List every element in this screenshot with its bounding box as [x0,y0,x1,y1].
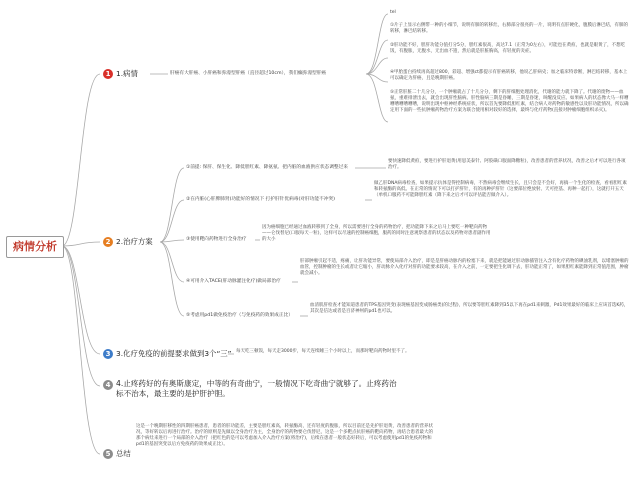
treatment-item-4: ④可用介入TACE(肝动脉灌注化疗)做局部治疗 [186,279,281,284]
branch-3-chemo-prerequisites [103,349,232,359]
treatment-item-4-detail: 肝部肿瘤引起不适，疼痛，让肝功能异常，要使局部介入治疗，即是是肝癌动脉内的栓塞下来，就是把能通过肝动脉插管注入含有化疗药物的碘油乳剂，以堵塞肿瘤的血管，控制肿瘤的生长或者让它缩小，肝动脉介入化疗对肝的功能要求较高，在介入之前，一定要把生化调下去，肝功能正常了，如果胆红素能降到正常值范围，肿瘤就会减小。 [300,259,629,277]
branch-3-detail: 每天吃三顿饭，每天走3000步，每天连续睡三个小时以上，而那时靶向药物时里不了。 [236,349,410,354]
branch-1-detail-tel: tel [390,10,396,15]
branch-4-label: 4.止疼药好的有奥斯康定，中等的有奇曲宁，一般情况下吃奇曲宁就够了。止疼药治标不治本，最主要的是护肝护胆。 [116,379,397,399]
branch-5-label: 总结 [116,449,131,458]
treatment-item-1: ①前提: 保肝、保生化、降低胆红素、降氨氨、把内脏的血液供应状态调整过来 [186,165,348,170]
branch-3-label: 3.化疗免疫的前提要求做到3个“三” [116,349,232,358]
branch-4-painkillers [103,379,403,400]
branch-4-badge: 4 [103,380,113,390]
branch-2-label: 2.治疗方案 [116,237,153,246]
branch-3-badge: 3 [103,349,113,359]
branch-2-badge: 2 [103,237,113,247]
branch-1-detail-2: ②肝功能不好，胆肝功能分值打分5分，胆红素很高，高达7.1（正常为0左右），可能也在黄疸，也就是眼黄了，不想吃饭，有腹胀，无腹水，无出血不遗，然后就是肝脏胸高，有轻度的炎症。 [390,43,626,55]
branch-1-detail-4: ④甲胎蛋白持续再高超过800，彩超、增强ct都提示有肝癌转移，他说乙肝病史；加之临床特诊断，淋巴结转移，基本上可以确定为肝癌，且是晚期肝癌。 [390,70,628,82]
branch-2-treatment-plan [103,237,153,247]
treatment-item-2-detail: 做乙肝DNA病毒检查，如果提示抗体是得控制病毒，不然病毒会继续生长，且只会是不会好，再搞一个生化的检查，看看胆红素和转氨酶的高低。在正常的情况下可以打护肝针，有的再种护肝针（这要部位绝放射、天可控基、再种一起打），这就打开五天（单机口服药不可能降胆红素（降下来之后才可以评估能否做介入）。 [374,181,627,199]
branch-1-illness [103,69,138,79]
branch-5-badge: 5 [103,449,113,459]
branch-1-summary: 肝癌有大肝癌、小肝癌和弥漫型肝癌（直径超过10cm），我们癫弥漫型肝癌 [170,71,327,76]
treatment-item-2: ②在内脏(心肝脾肺肾)功能好的情况下 打护肝针优病毒(对肝功能不冲突) [186,197,335,202]
treatment-item-3-detail: 因为癌细胞已经通过血液转移到了全身，所以需要进行全身的药物治疗，把功能降下来之后马上要吃一种靶向药物——仑伐替尼(口服每天一粒)，这样可以尽速的控制癌细胞，服药的同时注意观察患者的状态以及药物对患者副作用的大小 [262,225,491,243]
branch-5-detail: 这是一个晚期肝移性的四期肝癌患者，患者的肝功能差，主要是胆红素高，转氨酶高，还有轻度的腹胀，所以目前还是先护肝退黄，改善患者的营养状况，等好转以后再进行治疗。治疗的原则是先做以全身治疗为主，全身治疗的药物要仑伐替尼，这是一个多靶点抗肝癌的靶向药物，再结合患者最大的那个病灶来进行一个局部的介入治疗（把红色的是可以考虑加入介入治疗方案(将治疗)，后续在患者一般状态好转后，可以考虑使用pd1的免疫药物和pd1的基因突变以后方免疫药的效果成正比）。 [136,424,433,448]
branch-1-label: 1.病情 [116,69,138,78]
treatment-item-5-detail: 血清肌肝检查才能知道患者的TPS基因突变(表现癌基因变成肠癌类)的过程)，所以要等胆红素降到35以下再在pd1来刺激，Pd1效果最好的临床上应该首选K药，其次是信达或者是百济神州的pd1也可以。 [310,303,629,315]
treatment-item-1-detail: 要快速降低黄疸，要进行护肝退黄(用思美泰针、阿胶磺口服面降糖粒)，改善患者的营养状况，改善之后才可以进行各项治疗。 [388,159,626,171]
branch-1-badge: 1 [103,69,113,79]
treatment-item-5: ⑤考虑用pd1做免疫治疗（与免疫药的效果成正比） [186,313,293,318]
branch-1-detail-5: ⑤正常肝脏二十几分分，一个肿瘤就占了十几分分，剩下的肝细胞处理消化，代谢的能力就下降了。代谢的废物——血氨，重难排泄出去，就会出现肝性脑病。肝性脑病三期是昏睡，三期是昏迷，叫醒没反应。如果病人的状态像大马一样嘈嘈嘈嘈嘈嘈嘈，说明出现中枢神经系统症状，所以首先要降低胆红素，结合病人对药物的敏感性以及肝功能情况，所以确定用下面的一些抗肿瘤药物治疗方案为联合使用相对较好的选择，最终与化疗药物(直接对肿瘤细胞组织杀灭)。 [390,90,629,114]
treatment-item-3: ③使用靶向药物进行全身治疗 [186,237,247,242]
branch-5-summary [103,449,131,459]
root-node-title: 病情分析 [6,236,64,258]
branch-1-detail-1: ①片子上显示右侧带一种的小细节，说明有肺的转移灶，右肺部分很亮的一片，说明有点肝硬化，腹膜后淋巴结，有肺的转移，淋巴结转移。 [390,23,629,35]
